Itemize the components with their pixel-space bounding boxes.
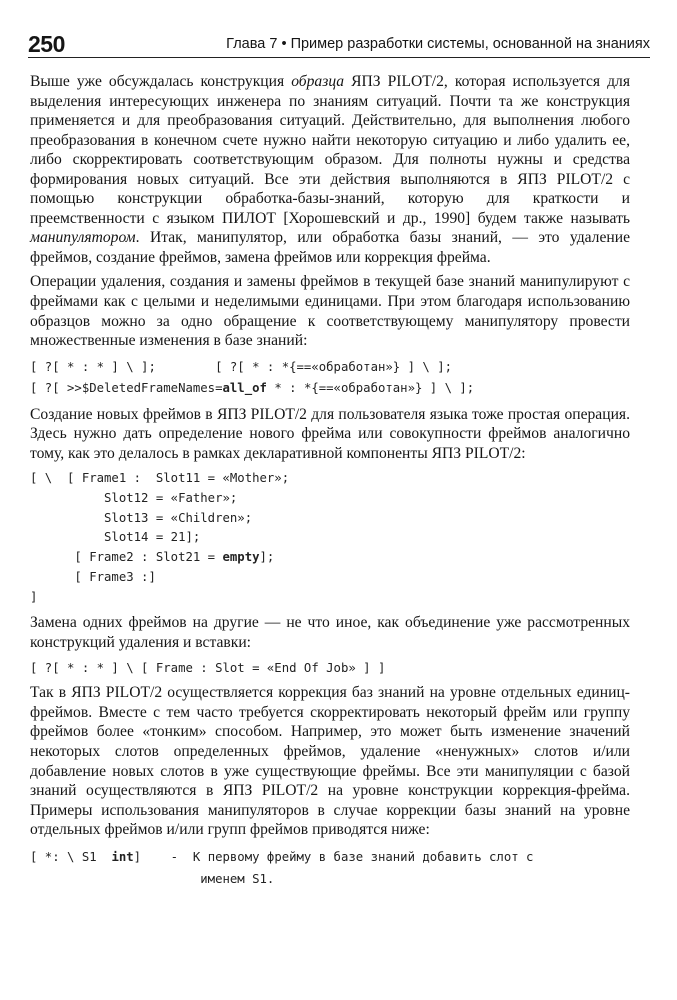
- page-number: 250: [28, 31, 65, 57]
- paragraph-replacement: Замена одних фреймов на другие — не что иное, как объединение уже рассмотренных конструкций удаления и вставки:: [30, 614, 630, 651]
- page-header: [28, 24, 650, 60]
- term-obrazets: образца: [291, 73, 345, 90]
- code-delete-1b: [ ?[ * : *{==«обработан»} ] \ ];: [215, 359, 453, 374]
- header-rule: [28, 57, 650, 58]
- code-keyword: empty: [222, 550, 260, 565]
- paragraph-correction: Так в ЯПЗ PILOT/2 осуществляется коррекция баз знаний на уровне отдельных единиц-фреймов. Вместе с тем часто требуется скорректировать некоторый фрейм или группу фреймов более «тонким» способом. Например, это может быть изменение значений некоторых слотов определенных фреймов, удаление «ненужных» слотов и/или добавление новых слотов в уже существующие фреймы. Все эти манипуляции с базой знаний осуществляются в ЯПЗ PILOT/2 на уровне конструкции коррекция-фрейма. Примеры использования манипуляторов в случае коррекции базы знаний на уровне отдельных фреймов и/или групп фреймов приводятся ниже:: [30, 684, 630, 839]
- code-delete-1a: [ ?[ * : * ] \ ];: [30, 359, 156, 374]
- code-text: * : *{==«обработан»} ] \ ];: [266, 381, 475, 396]
- code-comment-continued: именем S1.: [30, 871, 275, 886]
- paragraph-text: ЯПЗ PILOT/2, которая используется для выделения интересующих инженера по знаниям ситуаций. Почти та же конструкция применяется и для преобразования ситуаций. Действительно, для выполнения любого преобразования в конечном счете нужно найти некоторую ситуацию и либо удалить ее, либо скорректировать соответствующим образом. Для полноты нужны и средства формирования новых ситуаций. Все эти действия выполняются в ЯПЗ PILOT/2 с помощью конструкции обработка-базы-знаний, которую для краткости и преемственности с языком ПИЛОТ [Хорошевский и др., 1990] будем также называть: [30, 73, 630, 227]
- code-correct-example: [30, 846, 630, 890]
- code-line: [ Frame3 :]: [30, 569, 156, 584]
- code-delete-examples: [30, 357, 630, 400]
- term-manipulator: манипулятором: [30, 229, 136, 247]
- code-line: [30, 550, 274, 564]
- code-line: Slot14 = 21];: [30, 530, 201, 545]
- code-text: [ ?[ >>$DeletedFrameNames=: [30, 381, 223, 396]
- code-replace-example: [ ?[ * : * ] \ [ Frame : Slot = «End Of Job» ] ]: [30, 661, 386, 676]
- code-delete-2: [30, 381, 474, 395]
- paragraph-operations: Операции удаления, создания и замены фреймов в текущей базе знаний манипулируют с фреймами как с целыми и неделимыми единицами. При этом благодаря использованию образцов можно за одно обращение к соответствующему манипулятору провести множественные изменения в базе знаний:: [30, 273, 630, 350]
- code-line: Slot12 = «Father»;: [30, 491, 238, 505]
- paragraph-creation: Создание новых фреймов в ЯПЗ PILOT/2 для пользователя языка тоже простая операция. Здесь нужно дать определение нового фрейма или совокупности фреймов аналогично тому, как это делалось в рамках декларативной компоненты ЯПЗ PILOT/2:: [30, 405, 630, 462]
- code-comment: ] - К первому фрейму в базе знаний добавить слот с: [133, 849, 534, 864]
- code-line: ]: [30, 589, 38, 604]
- paragraph-intro: [30, 72, 630, 267]
- running-title: Глава 7 • Пример разработки системы, основанной на знаниях: [226, 36, 650, 52]
- code-line: Slot13 = «Children»;: [30, 510, 253, 525]
- paragraph-text: Выше уже обсуждалась конструкция: [30, 73, 292, 90]
- code-create-example: [30, 469, 630, 607]
- code-keyword: all_of: [222, 381, 267, 396]
- code-line: [ \ [ Frame1 : Slot11 = «Mother»;: [30, 471, 290, 486]
- code-keyword: int: [111, 849, 134, 864]
- page-body: [30, 72, 630, 890]
- code-line: [30, 850, 533, 864]
- paragraph-text: . Итак, манипулятор, или обработка базы знаний, — это удаление фреймов, создание фреймов, замена фреймов или коррекция фрейма.: [30, 229, 630, 266]
- code-text: ];: [259, 550, 275, 565]
- code-text: [ Frame2 : Slot21 =: [30, 550, 223, 565]
- code-text: [ *: \ S1: [30, 849, 112, 864]
